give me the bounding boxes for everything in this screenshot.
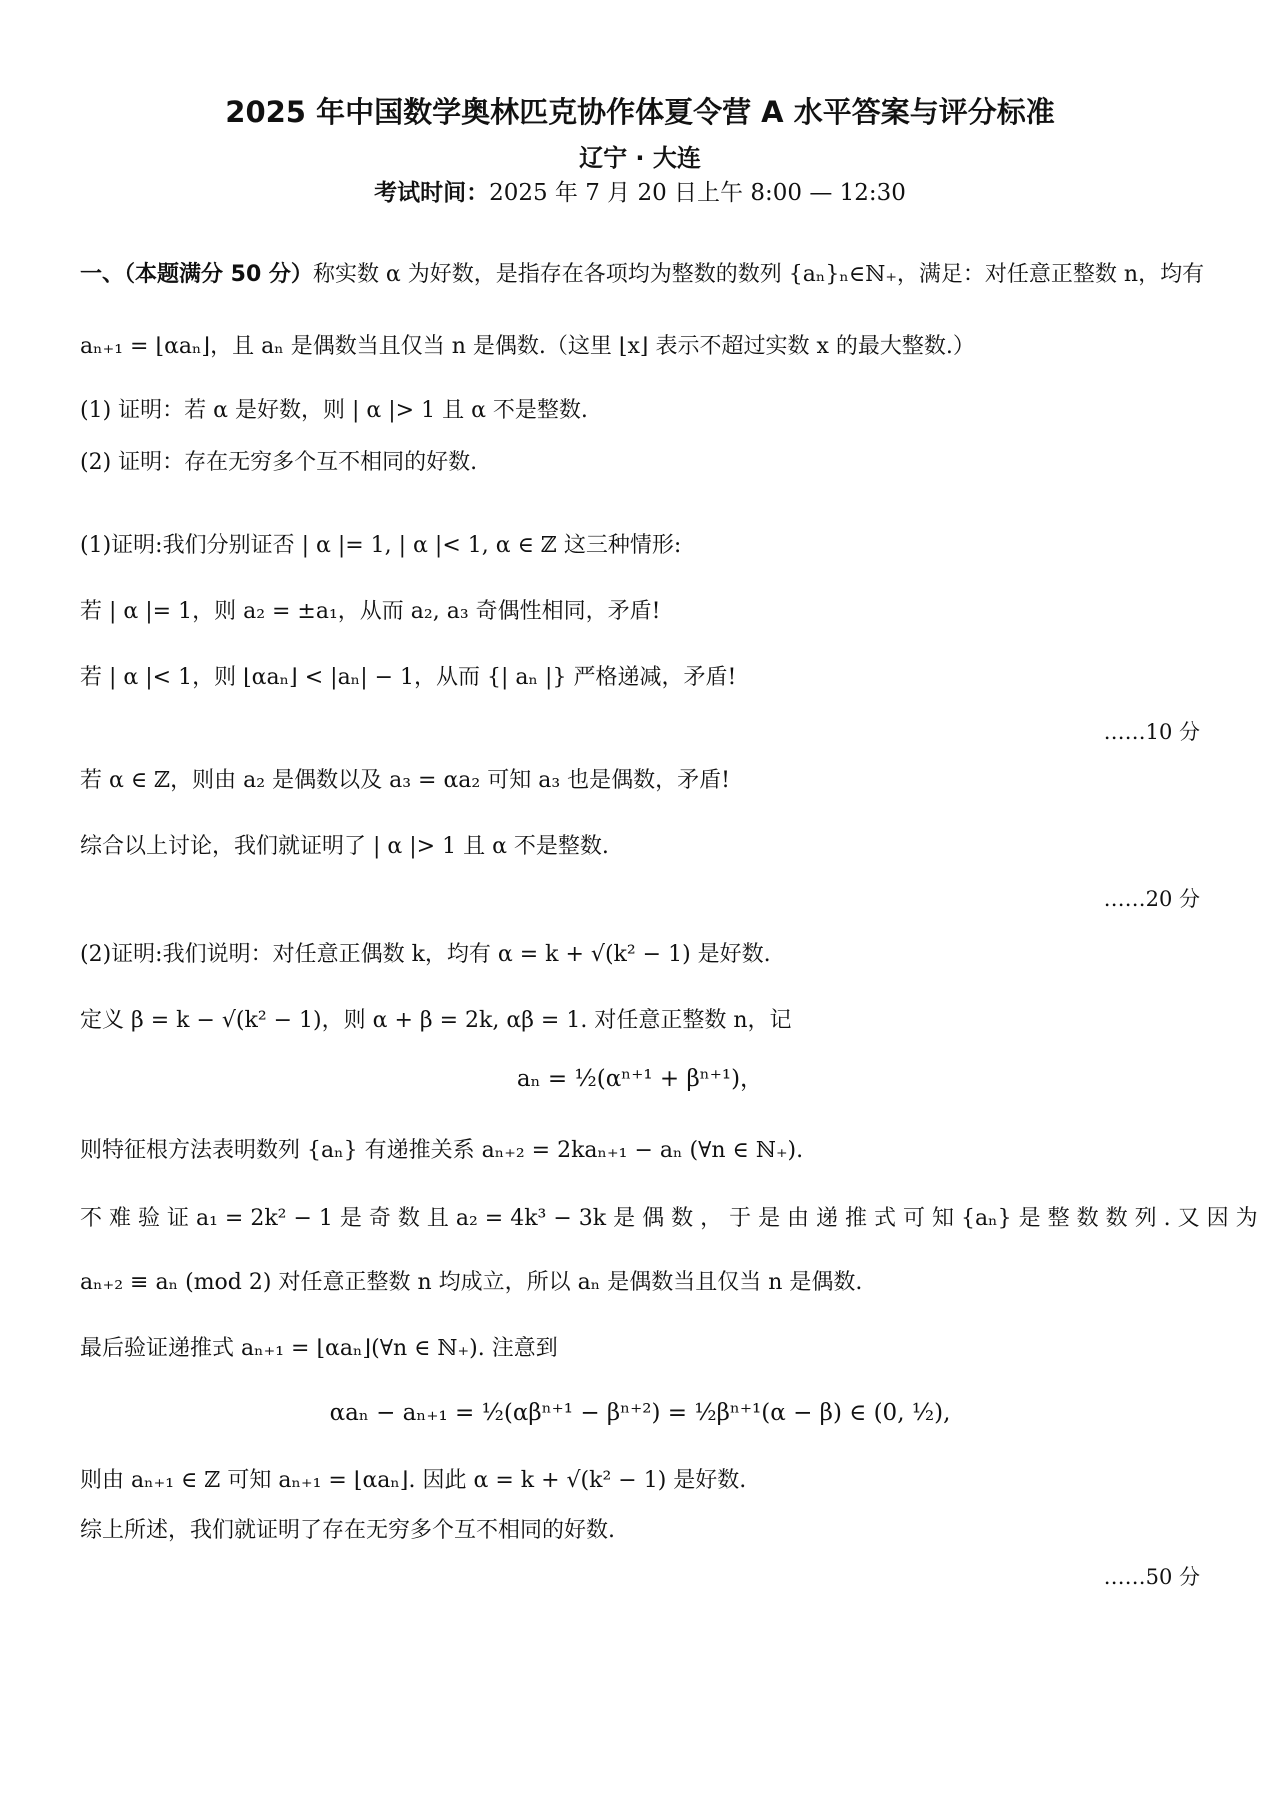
exam-time (80, 178, 1200, 208)
exam-location: 辽宁 · 大连 (579, 144, 701, 172)
solution-2-verify-2: aₙ₊₂ ≡ aₙ (mod 2) 对任意正整数 n 均成立，所以 aₙ 是偶数当且仅当 n 是偶数. (80, 1270, 863, 1295)
solution-2-then: 则由 aₙ₊₁ ∈ ℤ 可知 aₙ₊₁ = ⌊αaₙ⌋. 因此 α = k + √(k² − 1) 是好数. (80, 1468, 747, 1493)
document-title: 2025 年中国数学奥林匹克协作体夏令营 A 水平答案与评分标准 (225, 95, 1055, 129)
solution-2-last-step: 最后验证递推式 aₙ₊₁ = ⌊αaₙ⌋(∀n ∈ ℕ₊). 注意到 (80, 1336, 558, 1361)
problem-statement-line-1 (80, 260, 1205, 290)
solution-2-verify-1: 不 难 验 证 a₁ = 2k² − 1 是 奇 数 且 a₂ = 4k³ − 3k 是 偶 数 ， 于 是 由 递 推 式 可 知 {aₙ} 是 整 数 数 列 . 又 因 为 (80, 1206, 1258, 1231)
solution-2-conclusion: 综上所述，我们就证明了存在无穷多个互不相同的好数. (80, 1518, 615, 1543)
solution-2-intro: (2)证明:我们说明：对任意正偶数 k，均有 α = k + √(k² − 1) 是好数. (80, 942, 771, 967)
score-marker-50: ……50 分 (1103, 1565, 1200, 1589)
solution-2-recurrence: 则特征根方法表明数列 {aₙ} 有递推关系 aₙ₊₂ = 2kaₙ₊₁ − aₙ (∀n ∈ ℕ₊). (80, 1138, 804, 1163)
score-marker-20: ……20 分 (1103, 887, 1200, 911)
solution-2-inequality: αaₙ − aₙ₊₁ = ½(αβⁿ⁺¹ − βⁿ⁺²) = ½βⁿ⁺¹(α − β) ∈ (0, ½), (329, 1400, 951, 1426)
solution-2-formula: aₙ = ½(αⁿ⁺¹ + βⁿ⁺¹)， (516, 1066, 764, 1092)
score-marker-10: ……10 分 (1103, 720, 1200, 744)
solution-2-define: 定义 β = k − √(k² − 1)，则 α + β = 2k, αβ = 1. 对任意正整数 n，记 (80, 1008, 792, 1033)
problem-part-1: (1) 证明：若 α 是好数，则 | α |> 1 且 α 不是整数. (80, 398, 588, 423)
solution-1-conclusion: 综合以上讨论，我们就证明了 | α |> 1 且 α 不是整数. (80, 834, 609, 859)
problem-part-2: (2) 证明：存在无穷多个互不相同的好数. (80, 450, 478, 475)
problem-statement-line-2: aₙ₊₁ = ⌊αaₙ⌋，且 aₙ 是偶数当且仅当 n 是偶数.（这里 ⌊x⌋ 表示不超过实数 x 的最大整数.） (80, 334, 975, 359)
exam-time-value: 2025 年 7 月 20 日上午 8:00 — 12:30 (489, 180, 906, 206)
solution-1-case-1: 若 | α |= 1，则 a₂ = ±a₁，从而 a₂, a₃ 奇偶性相同，矛盾! (80, 599, 661, 624)
solution-1-case-2: 若 | α |< 1，则 ⌊αaₙ⌋ < |aₙ| − 1，从而 {| aₙ |} 严格递减，矛盾! (80, 665, 737, 690)
solution-1-intro: (1)证明:我们分别证否 | α |= 1, | α |< 1, α ∈ ℤ 这三种情形: (80, 533, 682, 558)
problem-heading: 一、（本题满分 50 分） (80, 262, 313, 287)
exam-time-label: 考试时间： (374, 180, 490, 206)
solution-1-case-3: 若 α ∈ ℤ，则由 a₂ 是偶数以及 a₃ = αa₂ 可知 a₃ 也是偶数，矛盾! (80, 768, 731, 793)
problem-text-1: 称实数 α 为好数，是指存在各项均为整数的数列 {aₙ}ₙ∈ℕ₊，满足：对任意正整数 n，均有 (312, 262, 1205, 287)
